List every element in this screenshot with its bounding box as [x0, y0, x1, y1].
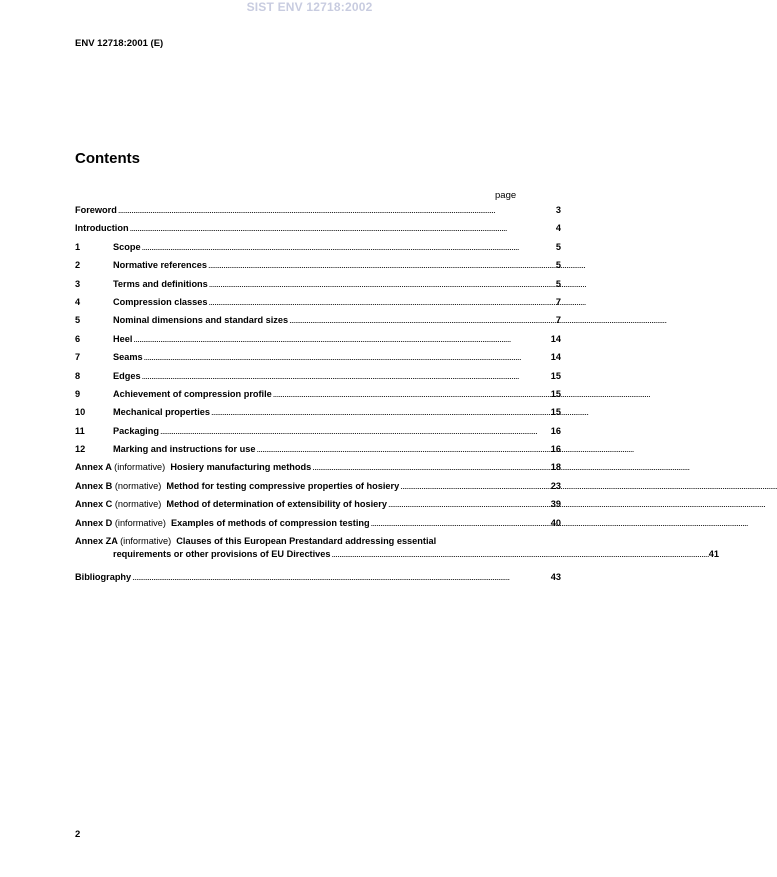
- leader-dots: [133, 334, 549, 344]
- page-column-label: page: [495, 190, 517, 201]
- toc-entry-page: 15: [550, 388, 561, 399]
- annex-title: Method of determination of extensibility of hosiery: [166, 499, 387, 510]
- toc-entry[interactable]: [75, 334, 561, 352]
- toc-entry-label: [75, 462, 311, 472]
- annex-title: Method for testing compressive properties of hosiery: [166, 480, 400, 491]
- toc-entry-page: 7: [555, 315, 561, 326]
- toc-entry[interactable]: [75, 297, 561, 315]
- leader-dots: [312, 462, 550, 472]
- toc-entry[interactable]: [75, 315, 561, 333]
- toc-entry-label: Bibliography: [75, 572, 132, 583]
- toc-entry[interactable]: [75, 371, 561, 389]
- leader-dots: [118, 205, 555, 215]
- toc-entry-label: Nominal dimensions and standard sizes: [113, 315, 289, 326]
- toc-entry-number: 9: [75, 388, 81, 399]
- toc-entry-number: 12: [75, 444, 86, 455]
- toc-entry-page: 7: [555, 296, 561, 307]
- toc-entry-label: Foreword: [75, 205, 117, 215]
- leader-dots: [256, 444, 549, 454]
- toc-entry-page: 18: [550, 462, 561, 473]
- toc-entry-label: Scope: [113, 241, 141, 252]
- toc-entry-label: Compression classes: [113, 296, 208, 307]
- toc-entry-page: 14: [550, 333, 561, 344]
- annex-type: (informative): [114, 462, 166, 473]
- toc-entry-number: 3: [75, 278, 81, 289]
- leader-dots: [208, 297, 554, 307]
- toc-entry[interactable]: [75, 242, 561, 260]
- toc-annex-b[interactable]: [75, 481, 561, 499]
- annex-za-line1: [75, 536, 719, 549]
- annex-za-text: [75, 536, 719, 559]
- leader-dots: [208, 260, 555, 270]
- table-of-contents: [75, 205, 720, 590]
- toc-entry-label: Marking and instructions for use: [113, 444, 256, 455]
- toc-entry-number: 1: [75, 241, 81, 252]
- toc-entry[interactable]: [75, 352, 561, 370]
- leader-dots: [132, 572, 550, 582]
- toc-entry-label: Packaging: [113, 425, 159, 436]
- leader-dots: [273, 389, 550, 399]
- toc-entry-label: Achievement of compression profile: [113, 388, 272, 399]
- toc-entry-number: 11: [75, 425, 85, 436]
- toc-entry-page: 5: [555, 278, 561, 289]
- toc-entry-page: 15: [550, 407, 561, 418]
- leader-dots: [400, 481, 550, 491]
- toc-entry[interactable]: [75, 389, 561, 407]
- leader-dots: [130, 223, 555, 233]
- toc-entry[interactable]: [75, 426, 561, 444]
- leader-dots: [332, 549, 708, 559]
- toc-annex-d[interactable]: [75, 518, 561, 536]
- annex-type: (informative): [120, 536, 172, 547]
- toc-entry-number: 4: [75, 296, 81, 307]
- toc-entry-page: 4: [555, 223, 561, 234]
- leader-dots: [388, 499, 550, 509]
- toc-entry[interactable]: [75, 444, 561, 462]
- document-id: ENV 12718:2001 (E): [75, 38, 164, 49]
- toc-entry-page: 23: [550, 480, 561, 491]
- toc-entry-page: 14: [550, 352, 561, 363]
- toc-entry-bibliography[interactable]: [75, 572, 561, 590]
- toc-entry-number: 8: [75, 370, 81, 381]
- leader-dots: [142, 371, 550, 381]
- toc-entry-number: 6: [75, 333, 81, 344]
- toc-entry-introduction[interactable]: [75, 223, 561, 241]
- annex-prefix: Annex ZA: [75, 536, 118, 547]
- annex-prefix: Annex B: [75, 480, 113, 491]
- toc-entry-number: 5: [75, 315, 81, 326]
- annex-type: (normative): [114, 499, 162, 510]
- toc-entry-label: [75, 481, 399, 491]
- annex-prefix: Annex D: [75, 517, 113, 528]
- toc-entry-number: 10: [75, 407, 86, 418]
- toc-entry-label: Normative references: [113, 260, 207, 271]
- annex-title: Examples of methods of compression testing: [171, 517, 370, 528]
- leader-dots: [289, 315, 555, 325]
- toc-entry-page: 15: [550, 370, 561, 381]
- annex-prefix: Annex C: [75, 499, 113, 510]
- toc-entry-page: 43: [550, 572, 561, 583]
- toc-annex-a[interactable]: [75, 462, 561, 480]
- annex-title-line1: Clauses of this European Prestandard addressing essential: [176, 536, 437, 547]
- toc-entry-page: 39: [550, 499, 561, 510]
- toc-entry-label: Heel: [113, 333, 133, 344]
- toc-entry-label: [75, 499, 387, 509]
- toc-entry-label: Mechanical properties: [113, 407, 211, 418]
- leader-dots: [144, 352, 550, 362]
- page-number: 2: [75, 829, 81, 840]
- toc-entry[interactable]: [75, 260, 561, 278]
- toc-entry-label: Terms and definitions: [113, 278, 208, 289]
- annex-za-line2: [75, 549, 719, 559]
- annex-title: Hosiery manufacturing methods: [170, 462, 312, 473]
- toc-entry-page: 40: [550, 517, 561, 528]
- leader-dots: [209, 279, 555, 289]
- toc-entry[interactable]: [75, 407, 561, 425]
- leader-dots: [211, 407, 550, 417]
- toc-entry-label: Introduction: [75, 223, 129, 234]
- toc-entry-page: 16: [550, 425, 561, 436]
- annex-type: (normative): [114, 480, 162, 491]
- page-title: Contents: [75, 150, 140, 167]
- toc-entry-page: 5: [555, 241, 561, 252]
- annex-prefix: Annex A: [75, 462, 112, 473]
- toc-entry-label: Seams: [113, 352, 143, 363]
- watermark: SIST ENV 12718:2002: [246, 0, 373, 14]
- annex-title-line2: requirements or other provisions of EU Directives: [113, 549, 331, 560]
- toc-entry-number: 2: [75, 260, 81, 271]
- toc-entry-number: 7: [75, 352, 81, 363]
- leader-dots: [371, 518, 550, 528]
- toc-entry-label: [75, 518, 370, 528]
- toc-entry-page: 16: [550, 444, 561, 455]
- toc-entry-page: 5: [555, 260, 561, 271]
- toc-entry-foreword[interactable]: [75, 205, 561, 223]
- toc-entry-label: Edges: [113, 370, 141, 381]
- annex-type: (informative): [114, 517, 166, 528]
- toc-entry[interactable]: [75, 279, 561, 297]
- toc-annex-za[interactable]: [75, 536, 720, 572]
- leader-dots: [160, 426, 550, 436]
- toc-annex-c[interactable]: [75, 499, 561, 517]
- toc-entry-page: 3: [555, 205, 561, 215]
- leader-dots: [142, 242, 555, 252]
- toc-entry-page: 41: [708, 549, 720, 560]
